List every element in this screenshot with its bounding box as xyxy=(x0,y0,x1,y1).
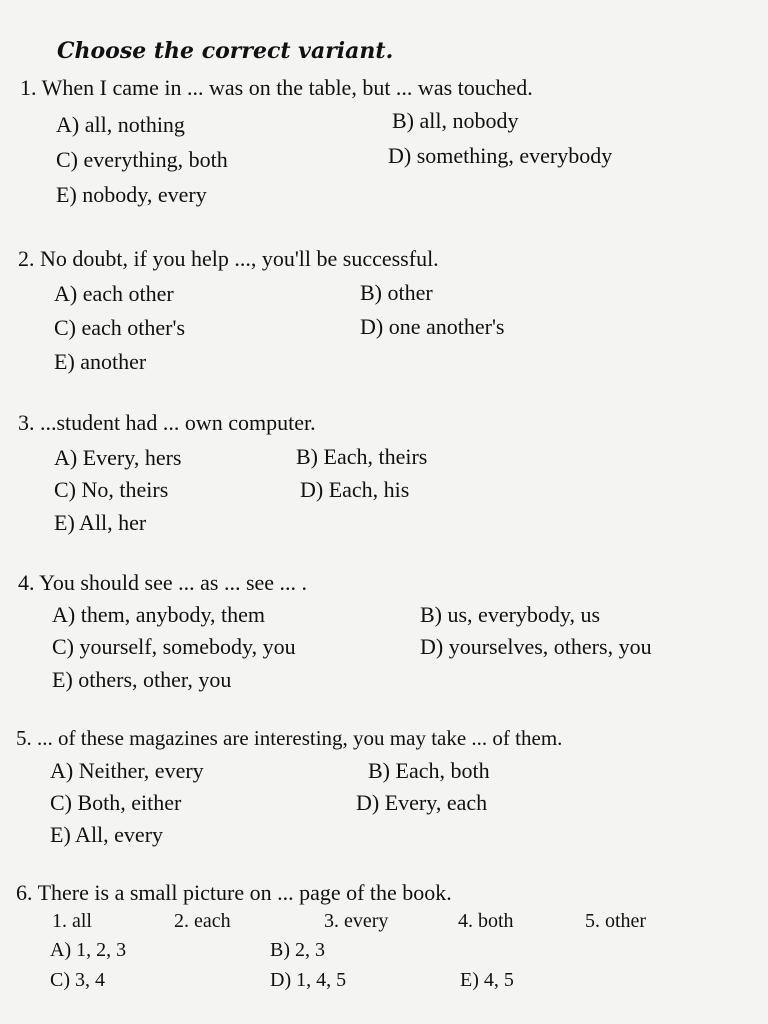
question-3-text: 3. ...student had ... own computer. xyxy=(18,410,316,435)
worksheet-title: Choose the correct variant. xyxy=(57,38,394,64)
question-4-option-d: D) yourselves, others, you xyxy=(420,634,652,659)
question-5-option-c: C) Both, either xyxy=(50,790,182,815)
question-6-text: 6. There is a small picture on ... page of the book. xyxy=(16,880,452,905)
question-3-option-b: B) Each, theirs xyxy=(296,444,428,469)
question-4-text: 4. You should see ... as ... see ... . xyxy=(18,570,308,595)
question-5-option-a: A) Neither, every xyxy=(50,758,204,783)
question-2-text: 2. No doubt, if you help ..., you'll be successful. xyxy=(18,246,439,271)
question-6-item-5: 5. other xyxy=(585,910,647,932)
question-6-item-1: 1. all xyxy=(52,910,92,932)
question-6-option-e: E) 4, 5 xyxy=(460,969,514,991)
question-5-option-b: B) Each, both xyxy=(368,758,490,783)
question-6-option-c: C) 3, 4 xyxy=(50,969,105,991)
question-5-text: 5. ... of these magazines are interesting, you may take ... of them. xyxy=(16,726,563,750)
question-5-option-d: D) Every, each xyxy=(356,790,488,815)
question-1-option-e: E) nobody, every xyxy=(56,182,207,207)
question-1-option-b: B) all, nobody xyxy=(392,108,519,133)
question-6-option-d: D) 1, 4, 5 xyxy=(270,969,347,991)
question-3-option-c: C) No, theirs xyxy=(54,477,169,502)
question-1-option-a: A) all, nothing xyxy=(56,112,185,137)
question-1-text: 1. When I came in ... was on the table, but ... was touched. xyxy=(20,75,533,100)
question-6-item-3: 3. every xyxy=(324,910,389,932)
question-6-option-a: A) 1, 2, 3 xyxy=(50,939,127,961)
question-6-option-b: B) 2, 3 xyxy=(270,939,325,961)
question-4-option-a: A) them, anybody, them xyxy=(52,602,266,627)
question-3-option-a: A) Every, hers xyxy=(54,445,182,470)
question-1-option-d: D) something, everybody xyxy=(388,143,613,168)
question-6-item-4: 4. both xyxy=(458,910,514,932)
question-4-option-e: E) others, other, you xyxy=(52,667,232,692)
question-3-option-e: E) All, her xyxy=(54,510,147,535)
question-1-option-c: C) everything, both xyxy=(56,147,228,172)
question-6-item-2: 2. each xyxy=(174,910,231,932)
question-2-option-c: C) each other's xyxy=(54,315,186,340)
question-4-option-b: B) us, everybody, us xyxy=(420,602,601,627)
question-3-option-d: D) Each, his xyxy=(300,477,410,502)
question-2-option-e: E) another xyxy=(54,349,147,374)
question-2-option-b: B) other xyxy=(360,280,433,305)
question-5-option-e: E) All, every xyxy=(50,822,164,847)
question-4-option-c: C) yourself, somebody, you xyxy=(52,634,296,659)
question-2-option-d: D) one another's xyxy=(360,314,505,339)
question-2-option-a: A) each other xyxy=(54,281,174,306)
